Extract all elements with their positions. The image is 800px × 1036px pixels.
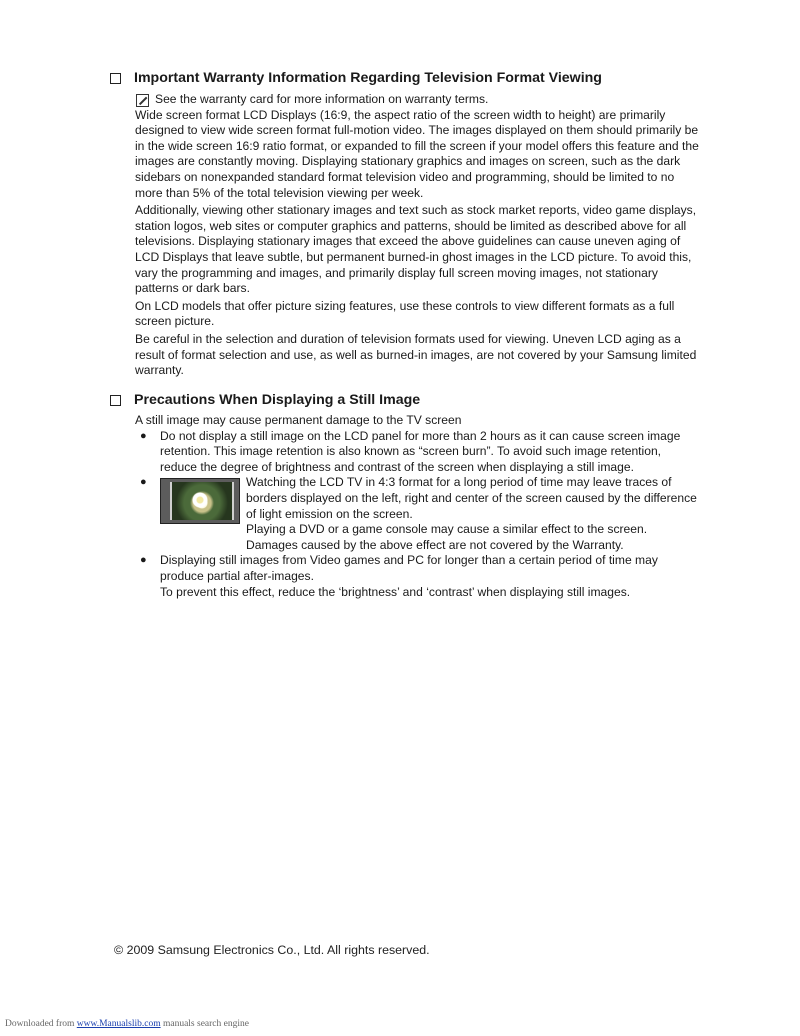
checkbox-bullet-icon <box>110 73 121 84</box>
still-image-section <box>110 391 700 600</box>
warranty-section <box>110 69 700 379</box>
warranty-paragraph-3: On LCD models that offer picture sizing features, use these controls to view different formats as a full screen picture. <box>135 298 675 329</box>
footer-prefix: Downloaded from <box>5 1019 77 1029</box>
warranty-heading: Important Warranty Information Regarding Television Format Viewing <box>134 70 602 86</box>
still-image-body <box>135 413 700 600</box>
bullet-icon: ● <box>140 476 147 489</box>
image-side-text <box>246 475 700 553</box>
footer-suffix: manuals search engine <box>160 1019 249 1029</box>
tv-flower-image <box>160 478 240 524</box>
still-image-intro: A still image may cause permanent damage to the TV screen <box>135 413 462 427</box>
bullet-text: Do not display a still image on the LCD panel for more than 2 hours as it can cause screen image retention. This image retention is also known as “screen burn”. To avoid such image retention, reduce the degree of brightness and contrast of the screen when displaying a still image. <box>160 428 681 474</box>
bullet-icon: ● <box>140 554 147 567</box>
list-item <box>135 429 700 476</box>
note-row <box>135 92 700 108</box>
checkbox-bullet-icon <box>110 395 121 406</box>
bullet-icon: ● <box>140 429 147 442</box>
warranty-body <box>135 92 700 379</box>
manualslib-link[interactable]: www.Manualslib.com <box>76 1019 161 1029</box>
copyright-text: © 2009 Samsung Electronics Co., Ltd. All rights reserved. <box>114 943 430 957</box>
download-footer <box>5 1019 249 1029</box>
bullet-text: Watching the LCD TV in 4:3 format for a long period of time may leave traces of borders displayed on the left, right and center of the screen caused by the difference of light emission on the screen. <box>246 475 697 521</box>
list-item <box>135 553 700 600</box>
precaution-list <box>135 429 700 601</box>
bullet-text: Displaying still images from Video games and PC for longer than a certain period of time may produce partial after-images. <box>160 553 658 583</box>
warranty-paragraph-2: Additionally, viewing other stationary images and text such as stock market reports, video game displays, station logos, web sites or computer graphics and patterns, should be limited as described above for all televisions. Displaying stationary images that exceed the above guidelines can cause uneven aging of LCD Displays that leave subtle, but permanent burned-in ghost images in the LCD picture. To avoid this, vary the programming and images, and primarily display full screen moving images, not stationary patterns or dark bars. <box>135 203 697 296</box>
bullet-text: Playing a DVD or a game console may cause a similar effect to the screen. Damages caused by the above effect are not covered by the Warranty. <box>246 522 648 552</box>
note-text: See the warranty card for more information on warranty terms. <box>155 92 489 106</box>
warranty-paragraph-4: Be careful in the selection and duration of television formats used for viewing. Uneven LCD aging as a result of format selection and use, as well as burned-in images, are not covered by your Samsung limited warranty. <box>135 331 697 378</box>
list-item <box>135 475 700 553</box>
warranty-paragraph-1: Wide screen format LCD Displays (16:9, the aspect ratio of the screen width to height) are primarily designed to view wide screen format full-motion video. The images displayed on them should primarily be in the wide screen 16:9 ratio format, or expanded to fill the screen if your model offers this feature and the images are constantly moving. Displaying stationary graphics and images on screen, such as the dark sidebars on nonexpanded standard format television video and programming, should be limited to no more than 5% of the total television viewing per week. <box>135 107 699 200</box>
warranty-heading-row <box>110 69 700 87</box>
still-image-heading: Precautions When Displaying a Still Image <box>134 392 421 408</box>
image-row <box>160 475 700 553</box>
note-icon <box>136 94 149 107</box>
still-image-heading-row <box>110 391 700 409</box>
bullet-text: To prevent this effect, reduce the ‘brightness’ and ‘contrast’ when displaying still images. <box>160 584 631 599</box>
